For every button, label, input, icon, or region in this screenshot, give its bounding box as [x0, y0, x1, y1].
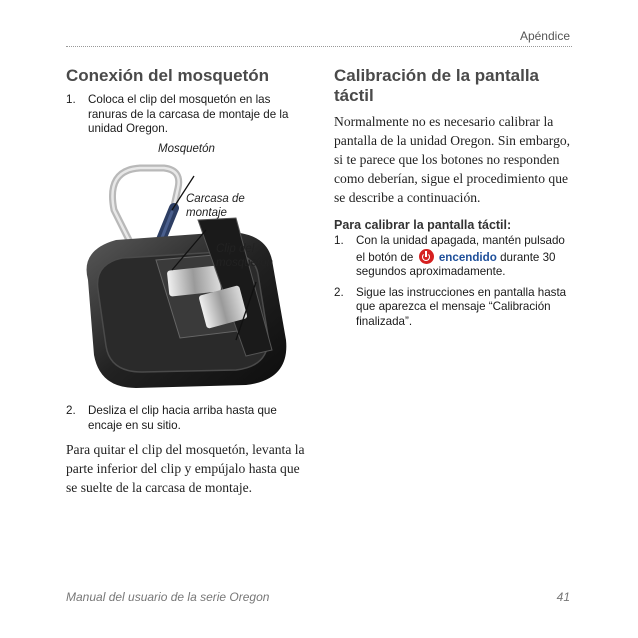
footer-manual-title: Manual del usuario de la serie Oregon — [66, 590, 270, 604]
procedure-title: Para calibrar la pantalla táctil: — [334, 218, 512, 232]
left-column — [66, 66, 312, 137]
header-divider — [66, 46, 572, 47]
step-text — [356, 234, 574, 280]
step-number: 2. — [66, 404, 76, 417]
power-icon — [419, 249, 434, 264]
step-number: 1. — [334, 234, 344, 247]
power-keyword: encendido — [438, 250, 497, 264]
left-column-lower — [66, 404, 312, 497]
remove-clip-paragraph: Para quitar el clip del mosquetón, levanta la parte inferior del clip y empújalo hasta que se suelte de la carcasa de montaje. — [66, 442, 305, 495]
step-number: 1. — [66, 93, 76, 106]
label-mounting-housing: Carcasa de montaje — [186, 193, 245, 219]
carabiner-figure — [76, 140, 306, 400]
carabiner-device-illustration — [76, 140, 306, 400]
right-column — [334, 66, 574, 329]
step-text-pre: Con la unidad apagada, mantén pulsado el botón de — [356, 234, 565, 264]
calibration-intro: Normalmente no es necesario calibrar la pantalla de la unidad Oregon. Sin embargo, si te parece que los botones no responden como deberían, sigue el procedimiento que se describe a continuación. — [334, 114, 571, 205]
step-number: 2. — [334, 285, 344, 299]
section-title-calibration: Calibración de la pantalla táctil — [334, 66, 540, 105]
label-carabiner: Mosquetón — [158, 143, 215, 155]
label-carabiner-clip: Clip del mosquetón — [216, 243, 273, 269]
step-text: Coloca el clip del mosquetón en las ranuras de la carcasa de montaje de la unidad Oregon. — [88, 93, 289, 135]
step-text: Sigue las instrucciones en pantalla hasta que aparezca el mensaje “Calibración finalizada”. — [356, 285, 567, 328]
section-title-carabiner: Conexión del mosquetón — [66, 66, 270, 85]
step-text-post: durante 30 segundos aproximadamente. — [356, 250, 556, 278]
step-text: Desliza el clip hacia arriba hasta que encaje en su sitio. — [88, 404, 277, 432]
step-2-carabiner — [66, 404, 312, 433]
step-2-calibration — [334, 286, 574, 330]
page-number: 41 — [556, 590, 570, 604]
step-1-carabiner — [66, 93, 312, 137]
step-1-calibration — [334, 234, 574, 280]
page-header-label: Apéndice — [519, 29, 570, 43]
